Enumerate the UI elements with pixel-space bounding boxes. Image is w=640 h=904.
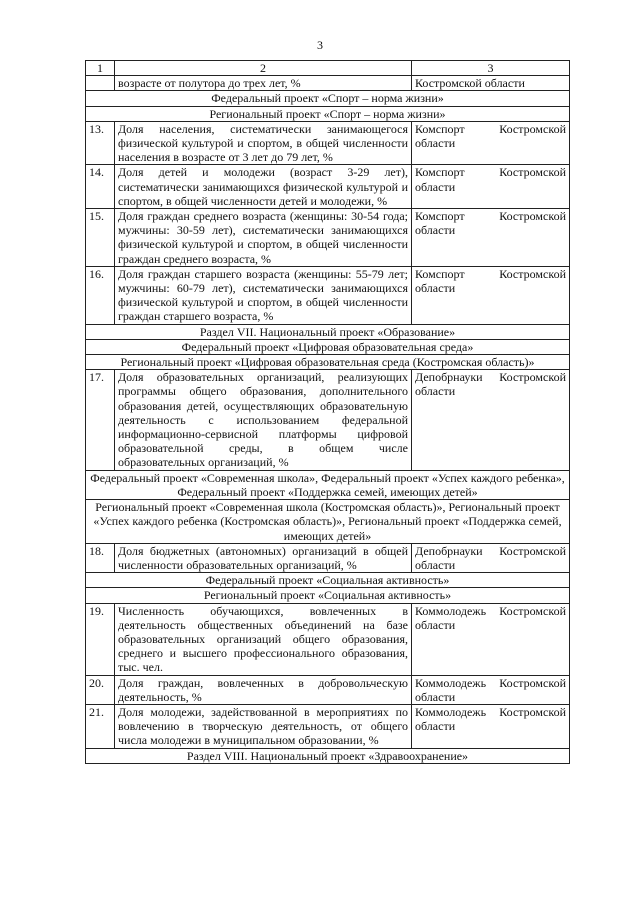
table-row bbox=[86, 675, 570, 704]
section-title: Региональный проект «Современная школа (Костромская область)», Региональный проект «Успех каждого ребенка (Костромская область)», Региональный проект «Поддержка семей, имеющих детей» bbox=[86, 500, 570, 544]
section-title: Региональный проект «Цифровая образовательная среда (Костромская область)» bbox=[86, 355, 570, 370]
responsible-body: Коммолодежь Костромской области bbox=[412, 704, 570, 748]
indicator-description: Доля детей и молодежи (возраст 3-29 лет), систематически занимающихся физической культурой и спортом, в общей численности детей и молодежи, % bbox=[115, 165, 412, 209]
section-title: Федеральный проект «Социальная активность» bbox=[86, 573, 570, 588]
table-row bbox=[86, 603, 570, 675]
indicator-description: возрасте от полутора до трех лет, % bbox=[115, 76, 412, 91]
indicator-description: Доля населения, систематически занимающегося физической культурой и спортом, в общей численности населения в возрасте от 3 лет до 79 лет, % bbox=[115, 121, 412, 165]
section-title: Федеральный проект «Спорт – норма жизни» bbox=[86, 91, 570, 106]
indicator-description: Доля бюджетных (автономных) организаций в общей численности образовательных организаций, % bbox=[115, 543, 412, 572]
section-row bbox=[86, 106, 570, 121]
section-row bbox=[86, 91, 570, 106]
row-number: 18. bbox=[86, 543, 115, 572]
responsible-body: Коммолодежь Костромской области bbox=[412, 603, 570, 675]
responsible-body: Костромской области bbox=[412, 76, 570, 91]
section-title: Раздел VII. Национальный проект «Образование» bbox=[86, 324, 570, 339]
table-row bbox=[86, 121, 570, 165]
section-row bbox=[86, 339, 570, 354]
section-row bbox=[86, 748, 570, 763]
section-title: Раздел VIII. Национальный проект «Здравоохранение» bbox=[86, 748, 570, 763]
responsible-body: Комспорт Костромской области bbox=[412, 209, 570, 267]
indicators-table bbox=[85, 60, 570, 764]
table-row bbox=[86, 165, 570, 209]
row-number: 17. bbox=[86, 370, 115, 470]
indicator-description: Доля граждан старшего возраста (женщины: 55-79 лет; мужчины: 60-79 лет), систематически занимающихся физической культурой и спортом, в общей численности граждан старшего возраста, % bbox=[115, 266, 412, 324]
table-row bbox=[86, 704, 570, 748]
section-row bbox=[86, 355, 570, 370]
row-number: 19. bbox=[86, 603, 115, 675]
row-number bbox=[86, 76, 115, 91]
indicator-description: Доля молодежи, задействованной в мероприятиях по вовлечению в творческую деятельность, от общего числа молодежи в муниципальном образовании, % bbox=[115, 704, 412, 748]
table-row bbox=[86, 209, 570, 267]
responsible-body: Коммолодежь Костромской области bbox=[412, 675, 570, 704]
section-row bbox=[86, 573, 570, 588]
table-header-row bbox=[86, 61, 570, 76]
responsible-body: Комспорт Костромской области bbox=[412, 165, 570, 209]
row-number: 20. bbox=[86, 675, 115, 704]
table-row bbox=[86, 370, 570, 470]
header-col-1: 1 bbox=[86, 61, 115, 76]
row-number: 15. bbox=[86, 209, 115, 267]
section-row bbox=[86, 500, 570, 544]
section-title: Региональный проект «Спорт – норма жизни» bbox=[86, 106, 570, 121]
row-number: 13. bbox=[86, 121, 115, 165]
row-number: 14. bbox=[86, 165, 115, 209]
table-row bbox=[86, 266, 570, 324]
section-row bbox=[86, 588, 570, 603]
responsible-body: Комспорт Костромской области bbox=[412, 121, 570, 165]
row-number: 16. bbox=[86, 266, 115, 324]
responsible-body: Депобрнауки Костромской области bbox=[412, 543, 570, 572]
indicator-description: Доля граждан, вовлеченных в добровольческую деятельность, % bbox=[115, 675, 412, 704]
row-number: 21. bbox=[86, 704, 115, 748]
section-row bbox=[86, 470, 570, 499]
indicator-description: Численность обучающихся, вовлеченных в деятельность общественных объединений на базе образовательных организаций общего образования, среднего и высшего профессионального образования, тыс. чел. bbox=[115, 603, 412, 675]
header-col-2: 2 bbox=[115, 61, 412, 76]
indicator-description: Доля граждан среднего возраста (женщины: 30-54 года; мужчины: 30-59 лет), систематически занимающихся физической культурой и спортом, в общей численности граждан среднего возраста, % bbox=[115, 209, 412, 267]
responsible-body: Депобрнауки Костромской области bbox=[412, 370, 570, 470]
section-title: Федеральный проект «Цифровая образовательная среда» bbox=[86, 339, 570, 354]
indicator-description: Доля образовательных организаций, реализующих программы общего образования, дополнительного образования детей, осуществляющих образовательную деятельность с использованием федеральной информационно-сервисной платформы цифровой образовательной среды, в общем числе образовательных организаций, % bbox=[115, 370, 412, 470]
table-row bbox=[86, 76, 570, 91]
section-row bbox=[86, 324, 570, 339]
section-title: Региональный проект «Социальная активность» bbox=[86, 588, 570, 603]
responsible-body: Комспорт Костромской области bbox=[412, 266, 570, 324]
table-row bbox=[86, 543, 570, 572]
header-col-3: 3 bbox=[412, 61, 570, 76]
page-number: 3 bbox=[317, 38, 323, 52]
section-title: Федеральный проект «Современная школа», Федеральный проект «Успех каждого ребенка», Федеральный проект «Поддержка семей, имеющих детей» bbox=[86, 470, 570, 499]
